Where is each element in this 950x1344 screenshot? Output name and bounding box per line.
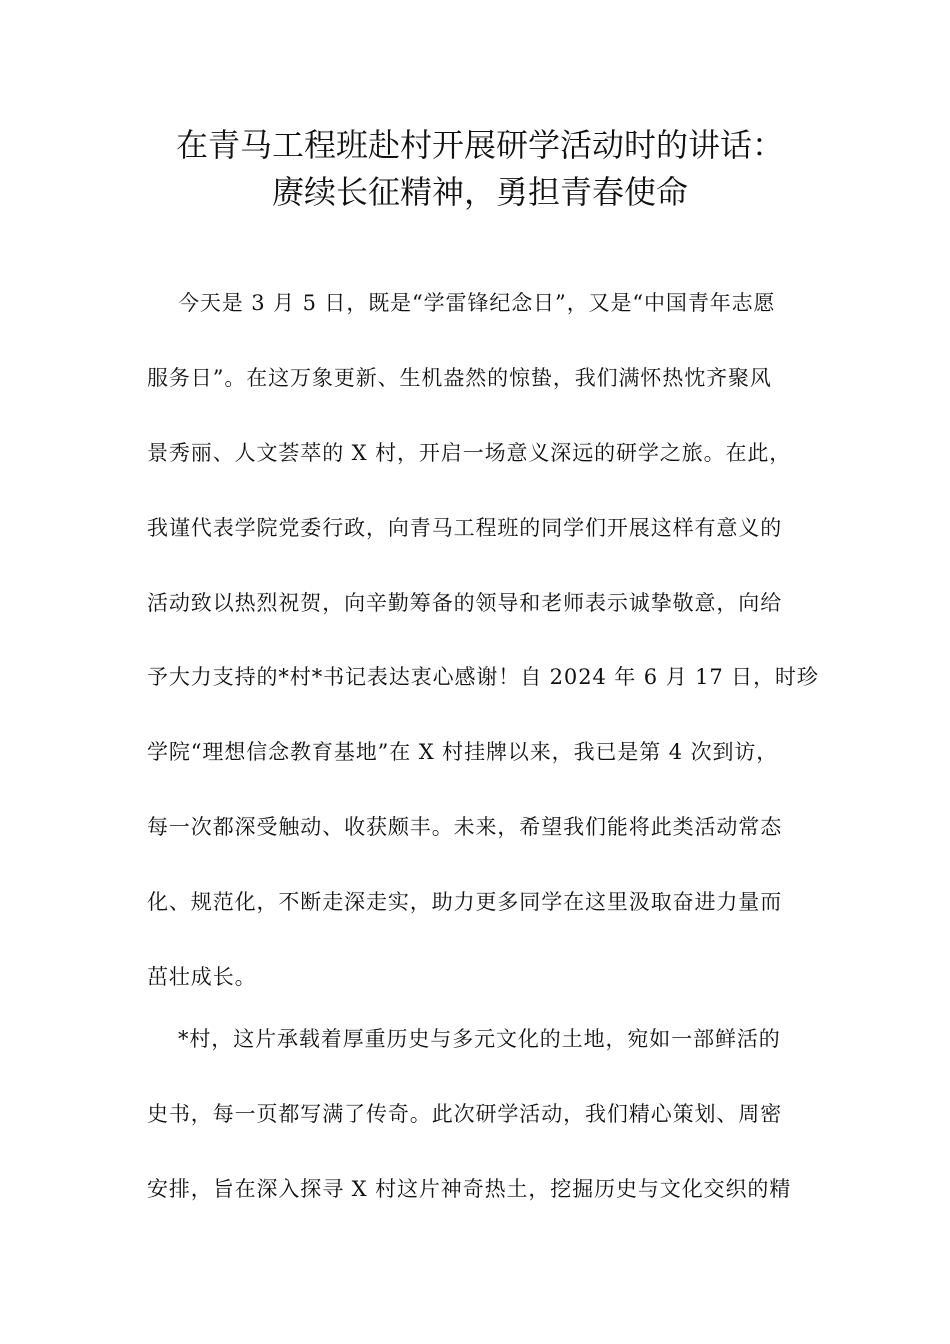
paragraph-1-line-9: 化、规范化，不断走深走实，助力更多同学在这里汲取奋进力量而 xyxy=(147,890,783,914)
paragraph-1-line-2: 服务日”。在这万象更新、生机盎然的惊蛰，我们满怀热忱齐聚风 xyxy=(147,366,772,390)
document-title-line-2: 赓续长征精神，勇担青春使命 xyxy=(271,173,688,211)
paragraph-1-line-8: 每一次都深受触动、收获颇丰。未来，希望我们能将此类活动常态 xyxy=(147,815,783,839)
paragraph-1-line-10: 茁壮成长。 xyxy=(147,965,257,989)
paragraph-1-line-7: 学院“理想信念教育基地”在 X 村挂牌以来，我已是第 4 次到访， xyxy=(147,740,779,764)
paragraph-1-line-3: 景秀丽、人文荟萃的 X 村，开启一场意义深远的研学之旅。在此， xyxy=(147,441,792,465)
paragraph-1-line-5: 活动致以热烈祝贺，向辛勤筹备的领导和老师表示诚挚敬意，向给 xyxy=(147,591,783,615)
paragraph-1-line-1: 今天是 3 月 5 日，既是“学雷锋纪念日”，又是“中国青年志愿 xyxy=(178,291,776,315)
paragraph-2-line-3: 安排，旨在深入探寻 X 村这片神奇热土，挖掘历史与文化交织的精 xyxy=(147,1177,792,1201)
paragraph-2-line-2: 史书，每一页都写满了传奇。此次研学活动，我们精心策划、周密 xyxy=(147,1102,783,1126)
paragraph-1-line-6: 予大力支持的*村*书记表达衷心感谢！自 2024 年 6 月 17 日，时珍 xyxy=(147,665,819,689)
paragraph-1-line-4: 我谨代表学院党委行政，向青马工程班的同学们开展这样有意义的 xyxy=(147,516,783,540)
paragraph-2-line-1: *村，这片承载着厚重历史与多元文化的土地，宛如一部鲜活的 xyxy=(178,1027,781,1051)
document-title-line-1: 在青马工程班赴村开展研学活动时的讲话： xyxy=(175,126,784,164)
